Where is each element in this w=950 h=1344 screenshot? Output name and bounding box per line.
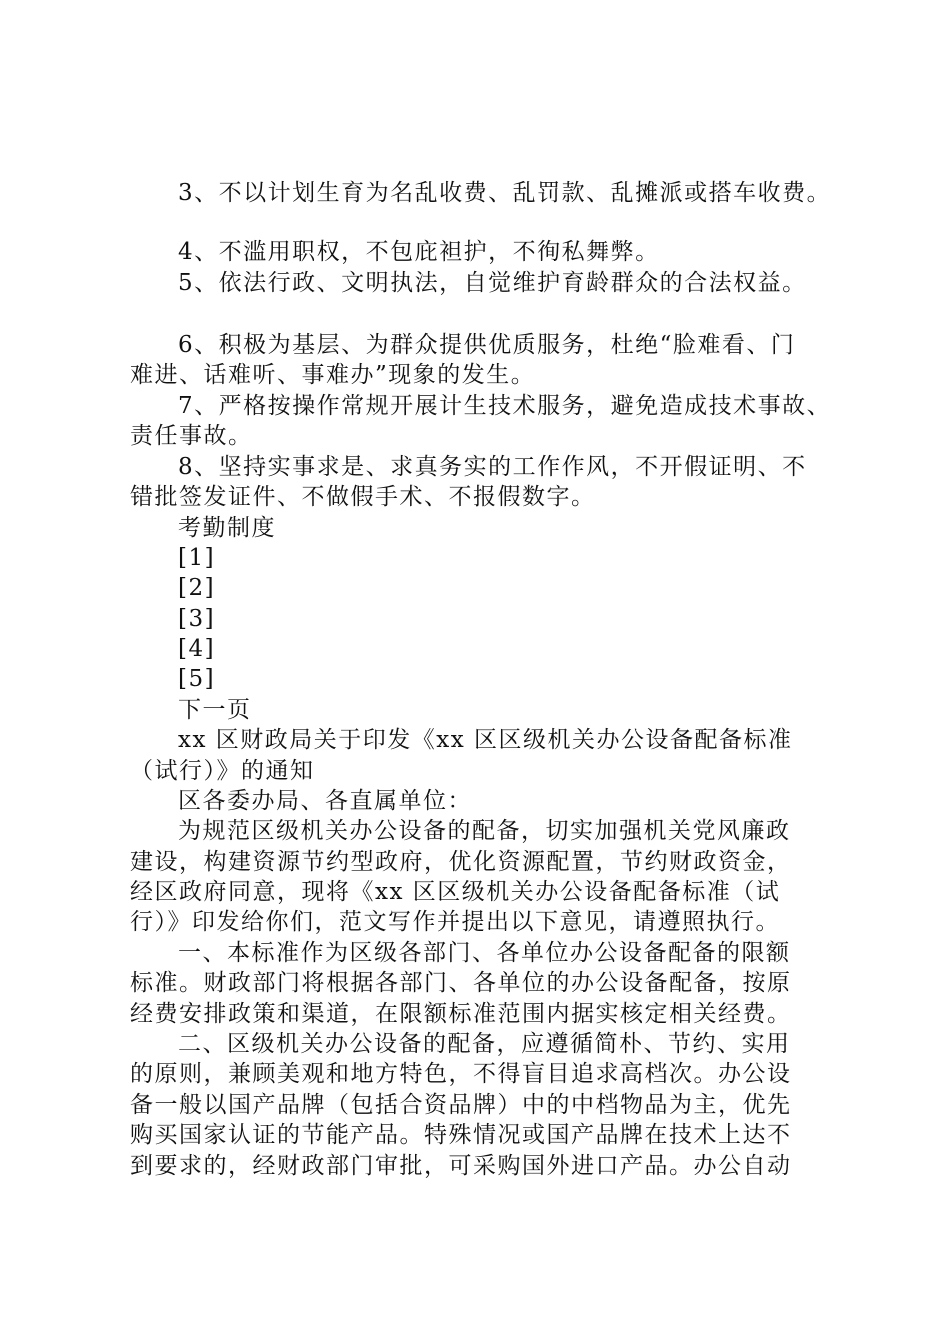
rule-item-8-cont: 错批签发证件、不做假手术、不报假数字。 — [130, 484, 596, 510]
body-line: 为规范区级机关办公设备的配备，切实加强机关党风廉政 — [178, 818, 791, 844]
rule-item-5: 5、依法行政、文明执法，自觉维护育龄群众的合法权益。 — [178, 270, 807, 296]
notice-title-line-2: （试行）》的通知 — [130, 758, 315, 784]
rule-item-7: 7、严格按操作常规开展计生技术服务，避免造成技术事故、 — [178, 393, 832, 419]
notice-title-line-1: xx 区财政局关于印发《xx 区区级机关办公设备配备标准 — [178, 727, 793, 753]
body-line: 二、区级机关办公设备的配备，应遵循简朴、节约、实用 — [178, 1031, 791, 1057]
section-title: 考勤制度 — [178, 515, 276, 541]
body-line: 标准。财政部门将根据各部门、各单位的办公设备配备，按原 — [130, 970, 792, 996]
page-link-3[interactable]: [3] — [178, 606, 216, 632]
rule-item-3: 3、不以计划生育为名乱收费、乱罚款、乱摊派或搭车收费。 — [178, 180, 832, 206]
rule-item-7-cont: 责任事故。 — [130, 423, 253, 449]
rule-item-8: 8、坚持实事求是、求真务实的工作作风，不开假证明、不 — [178, 454, 807, 480]
body-line: 经费安排政策和渠道，在限额标准范围内据实核定相关经费。 — [130, 1001, 792, 1027]
body-line: 到要求的，经财政部门审批，可采购国外进口产品。办公自动 — [130, 1153, 792, 1179]
rule-item-4: 4、不滥用职权，不包庇袒护，不徇私舞弊。 — [178, 239, 660, 265]
page-link-4[interactable]: [4] — [178, 636, 216, 662]
body-line: 备一般以国产品牌（包括合资品牌）中的中档物品为主，优先 — [130, 1092, 792, 1118]
body-line: 一、本标准作为区级各部门、各单位办公设备配备的限额 — [178, 940, 791, 966]
rule-item-6-cont: 难进、话难听、事难办”现象的发生。 — [130, 362, 536, 388]
addressee: 区各委办局、各直属单位： — [178, 788, 472, 814]
body-line: 建设，构建资源节约型政府，优化资源配置，节约财政资金， — [130, 849, 792, 875]
page-link-5[interactable]: [5] — [178, 666, 216, 692]
body-line: 的原则，兼顾美观和地方特色，不得盲目追求高档次。办公设 — [130, 1061, 792, 1087]
page-link-1[interactable]: [1] — [178, 545, 216, 571]
body-line: 经区政府同意，现将《xx 区区级机关办公设备配备标准（试 — [130, 879, 781, 905]
page-link-2[interactable]: [2] — [178, 575, 216, 601]
body-line: 购买国家认证的节能产品。特殊情况或国产品牌在技术上达不 — [130, 1122, 792, 1148]
rule-item-6: 6、积极为基层、为群众提供优质服务，杜绝“脸难看、门 — [178, 332, 796, 358]
next-page-link[interactable]: 下一页 — [178, 697, 252, 723]
body-line: 行）》印发给你们，范文写作并提出以下意见，请遵照执行。 — [130, 909, 780, 935]
